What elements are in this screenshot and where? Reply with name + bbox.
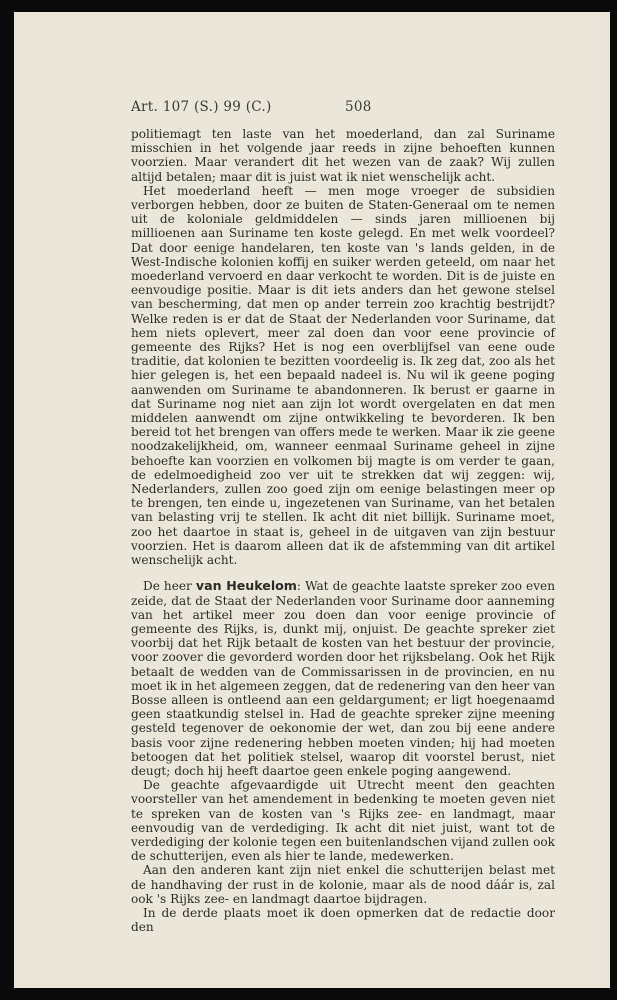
paragraph: Aan den anderen kant zijn niet enkel die schutterijen belast met de handhaving der rust in de kolonie, maar als de nood dáár is, zal ook 's Rijks zee- en landmagt daartoe bijdragen.	[131, 863, 555, 906]
document-body	[131, 127, 555, 934]
paragraph: De geachte afgevaardigde uit Utrecht meent den geachten voorsteller van het amendement in bedenking te moeten geven niet te spreken van de kosten van 's Rijks zee- en landmagt, maar eenvoudig van de verdediging. Ik acht dit niet juist, want tot de verdediging der kolonie tegen een buitenlandschen vijand zullen ook de schutterijen, even als hier te lande, medewerken.	[131, 778, 555, 864]
paragraph: politiemagt ten laste van het moederland, dan zal Suriname misschien in het volgende jaar reeds in zijne behoeften kunnen voorzien. Maar verandert dit het wezen van de zaak? Wij zullen altijd betalen; maar dit is juist wat ik niet wenschelijk acht.	[131, 127, 555, 184]
speech-prefix: De heer	[143, 579, 196, 594]
paragraph: Het moederland heeft — men moge vroeger de subsidien verborgen hebben, door ze buiten de Staten-Generaal om te nemen uit de koloniale geldmiddelen — sinds jaren millioenen bij millioenen aan Suriname ten koste gelegd. En met welk voordeel? Dat door eenige handelaren, ten koste van 's lands gelden, in de West-Indische kolonien koffij en suiker werden geteeld, om naar het moederland vervoerd en daar verkocht te worden. Dit is de juiste en eenvoudige positie. Maar is dit iets anders dan het gewone stelsel van bescherming, dat men op ander terrein zoo krachtig bestrijdt? Welke reden is er dat de Staat der Nederlanden voor Suriname, dat hem niets oplevert, meer zal doen dan voor eene provincie of gemeente des Rijks? Het is nog een overblijfsel van eene oude traditie, dat kolonien te bezitten voordeelig is. Ik zeg dat, zoo als het hier gelegen is, het een bepaald nadeel is. Nu wil ik geene poging aanwenden om Suriname te abandonneren. Ik berust er gaarne in dat Suriname nog niet aan zijn lot wordt overgelaten en dat men middelen aanwendt om zijne ontwikkeling te bevorderen. Ik ben bereid tot het brengen van offers mede te werken. Maar ik zie geene noodzakelijkheid, om, wanneer eenmaal Suriname geheel in zijne behoefte kan voorzien en volkomen bij magte is om verder te gaan, de edelmoedigheid zoo ver uit te strekken dat wij zeggen: wij, Nederlanders, zullen zoo goed zijn om eenige belastingen meer op te brengen, ten einde u, ingezetenen van Suriname, van het betalen van belasting vrij te stellen. Ik acht dit niet billijk. Suriname moet, zoo het daartoe in staat is, geheel in de uitgaven van zijn bestuur voorzien. Het is daarom alleen dat ik de afstemming van dit artikel wenschelijk acht.	[131, 183, 555, 568]
speaker-name: van Heukelom	[195, 578, 297, 594]
paragraph: In de derde plaats moet ik doen opmerken dat de redactie door den	[131, 905, 555, 935]
document-page	[14, 12, 610, 988]
page-number: 508	[345, 99, 372, 115]
speech-paragraph	[131, 579, 555, 778]
article-reference: Art. 107 (S.) 99 (C.)	[131, 99, 272, 115]
speech-text: : Wat de geachte laatste spreker zoo even zeide, dat de Staat der Nederlanden voor Suriname door aanneming van het artikel meer zou doen dan voor eenige provincie of gemeente des Rijks, is, dunkt mij, onjuist. De geachte spreker ziet voorbij dat het Rijk betaalt de kosten van het bestuur der provincie, voor zoover die gevorderd worden door het rijksbelang. Ook het Rijk betaalt de wedden van de Commissarissen in de provincien, en nu moet ik in het algemeen zeggen, dat de redenering van den heer van Bosse alleen is ontleend aan een geldargument; er ligt hoegenaamd geen staatkundig stelsel in. Had de geachte spreker zijne meening gesteld tegenover de oekonomie der wet, dan zou bij eene andere basis voor zijne redenering hebben moeten vinden; hij had moeten betoogen dat het politiek stelsel, waarop dit voorstel berust, niet deugt; doch hij heeft daartoe geen enkele poging aangewend.	[131, 579, 555, 778]
